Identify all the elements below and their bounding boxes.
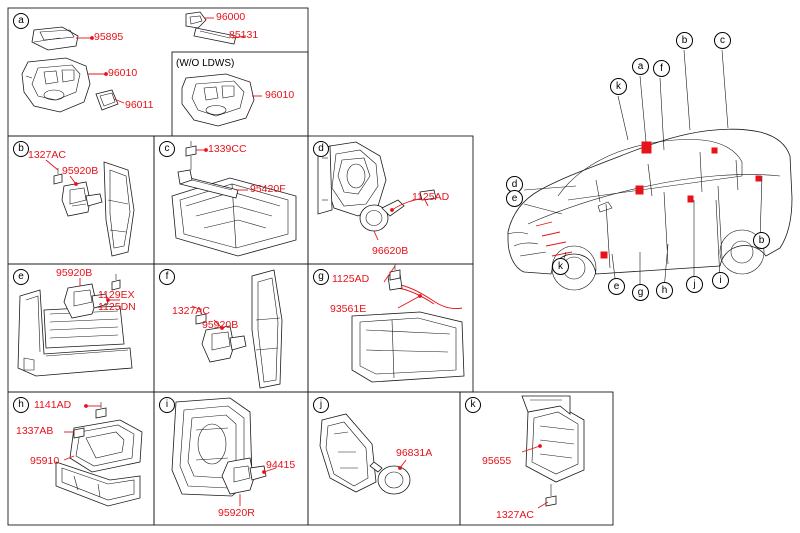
cell-letter-j: j (313, 397, 329, 413)
vehicle-callout-f: f (653, 60, 670, 77)
cell-letter-f: f (159, 269, 175, 285)
label-1141AD: 1141AD (34, 399, 72, 411)
label-1337AB: 1337AB (16, 425, 54, 437)
vehicle-callout-e-bottom: e (608, 278, 625, 295)
label-95655: 95655 (482, 455, 512, 467)
label-95895: 95895 (94, 31, 124, 43)
vehicle-callout-e: e (506, 190, 523, 207)
label-1125AD-g: 1125AD (332, 273, 370, 285)
vehicle-callout-h: h (656, 282, 673, 299)
vehicle-callout-g: g (632, 284, 649, 301)
vehicle-callout-b-right: b (753, 232, 770, 249)
label-95420F: 95420F (250, 183, 286, 195)
label-95920B-e: 95920B (56, 267, 93, 279)
label-1125DN: 1125DN (98, 301, 136, 313)
label-1327AC-b: 1327AC (28, 149, 66, 161)
label-1125AD-d: 1125AD (412, 191, 450, 203)
cell-k-parts (522, 396, 584, 508)
label-96010: 96010 (108, 67, 138, 79)
cell-letter-g: g (313, 269, 329, 285)
label-1327AC-k: 1327AC (496, 509, 534, 521)
label-95910: 95910 (30, 455, 60, 467)
cell-letter-a: a (13, 13, 29, 29)
cell-letter-b: b (13, 141, 29, 157)
vehicle-callout-d: d (506, 176, 523, 193)
label-96000: 96000 (216, 11, 246, 23)
vehicle-callout-j: j (686, 276, 703, 293)
label-1129EX: 1129EX (98, 289, 135, 301)
label-96620B: 96620B (372, 245, 409, 257)
cell-h-parts (56, 402, 142, 506)
vehicle-callout-i: i (712, 272, 729, 289)
label-95920R: 95920R (218, 507, 255, 519)
cell-letter-i: i (159, 397, 175, 413)
label-93561E: 93561E (330, 303, 367, 315)
label-94415: 94415 (266, 459, 296, 471)
label-95920B-b: 95920B (62, 165, 99, 177)
cell-c-parts (172, 141, 296, 256)
cell-letter-e: e (13, 269, 29, 285)
vehicle-callout-k-top: k (610, 78, 627, 95)
cell-letter-d: d (313, 141, 329, 157)
cell-letter-h: h (13, 397, 29, 413)
label-96011: 96011 (125, 99, 154, 111)
cell-i-parts (172, 398, 276, 506)
label-85131: 85131 (229, 29, 259, 41)
label-96010-ldws: 96010 (265, 89, 295, 101)
vehicle-callout-k-bottom: k (552, 258, 569, 275)
cell-letter-c: c (159, 141, 175, 157)
vehicle-callout-c: c (714, 32, 731, 49)
cell-letter-k: k (465, 397, 481, 413)
label-96831A: 96831A (396, 447, 433, 459)
label-1327AC-f: 1327AC (172, 305, 210, 317)
vehicle-illustration (508, 50, 792, 292)
vehicle-callout-a: a (632, 58, 649, 75)
label-1339CC: 1339CC (208, 143, 247, 155)
label-wo-ldws: (W/O LDWS) (176, 58, 235, 69)
vehicle-callout-b: b (676, 32, 693, 49)
label-95920B-f: 95920B (202, 319, 239, 331)
